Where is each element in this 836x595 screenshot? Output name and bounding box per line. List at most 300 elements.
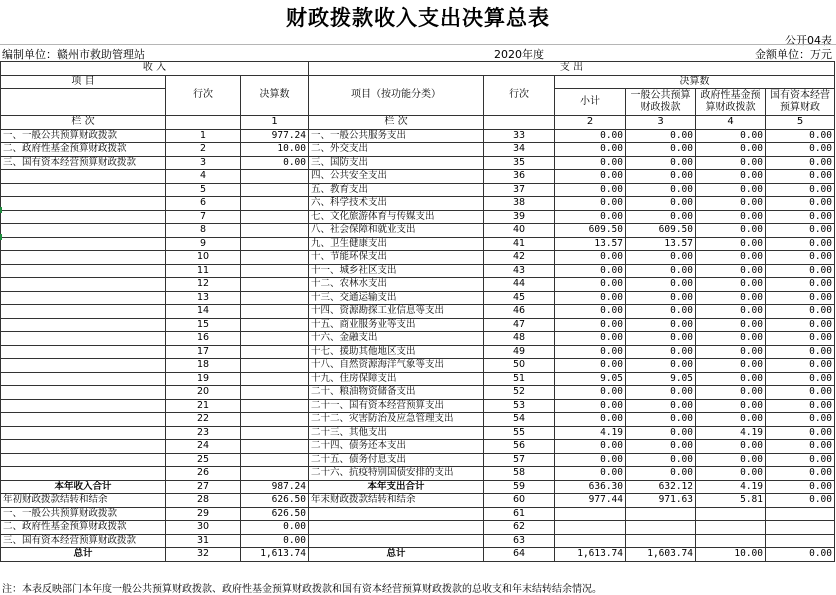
income-amount-cell: 987.24: [241, 480, 309, 494]
general-budget-cell: 632.12: [626, 480, 696, 494]
state-capital-cell: 0.00: [766, 345, 835, 359]
income-amount-cell: [241, 413, 309, 427]
expense-line-no-cell: 46: [484, 305, 555, 319]
general-budget-cell: 0.00: [626, 359, 696, 373]
income-amount-cell: [241, 359, 309, 373]
income-item-cell: [1, 197, 166, 211]
state-capital-cell: 0.00: [766, 264, 835, 278]
gov-fund-cell: 0.00: [696, 413, 766, 427]
income-amount-cell: [241, 386, 309, 400]
income-line-no-cell: 25: [166, 453, 241, 467]
cell-marker: [0, 207, 2, 213]
income-line-no-cell: 5: [166, 183, 241, 197]
expense-line-no-cell: 43: [484, 264, 555, 278]
table-row: [1, 480, 835, 494]
item-header: 项 目: [1, 75, 166, 89]
gov-fund-cell: 0.00: [696, 467, 766, 481]
state-capital-cell: 0.00: [766, 143, 835, 157]
title-divider: [0, 44, 836, 45]
income-line-no-cell: 13: [166, 291, 241, 305]
expense-line-no-cell: 33: [484, 129, 555, 143]
expense-item-cell: 九、卫生健康支出: [309, 237, 484, 251]
col-4: 4: [696, 116, 766, 130]
general-budget-cell: 1,603.74: [626, 548, 696, 562]
income-item-cell: 三、国有资本经营预算财政拨款: [1, 156, 166, 170]
table-row: [1, 332, 835, 346]
general-budget-cell: 0.00: [626, 318, 696, 332]
expense-line-no-cell: 63: [484, 534, 555, 548]
state-capital-cell: 0.00: [766, 170, 835, 184]
expense-item-cell: 本年支出合计: [309, 480, 484, 494]
income-amount-cell: 0.00: [241, 156, 309, 170]
income-line-no-cell: 12: [166, 278, 241, 292]
income-amount-cell: [241, 183, 309, 197]
state-capital-cell: 0.00: [766, 426, 835, 440]
state-capital-cell: 0.00: [766, 386, 835, 400]
expense-item-cell: 二十五、债务付息支出: [309, 453, 484, 467]
expense-line-no-cell: 54: [484, 413, 555, 427]
income-item-cell: 二、政府性基金预算财政拨款: [1, 521, 166, 535]
income-line-no-cell: 11: [166, 264, 241, 278]
gov-fund-cell: [696, 521, 766, 535]
expense-line-no-cell: 59: [484, 480, 555, 494]
subtotal-cell: 0.00: [555, 251, 626, 265]
general-budget-cell: 0.00: [626, 305, 696, 319]
table-row: [1, 548, 835, 562]
income-line-no-cell: 1: [166, 129, 241, 143]
subtotal-cell: [555, 521, 626, 535]
gov-fund-cell: 0.00: [696, 170, 766, 184]
income-amount-cell: [241, 332, 309, 346]
table-row: [1, 426, 835, 440]
table-row: [1, 399, 835, 413]
col-blank: [166, 116, 241, 130]
income-item-cell: 年初财政拨款结转和结余: [1, 494, 166, 508]
income-item-cell: [1, 413, 166, 427]
income-line-no-cell: 6: [166, 197, 241, 211]
expense-item-cell: 二十、粮油物资储备支出: [309, 386, 484, 400]
income-line-no-cell: 4: [166, 170, 241, 184]
income-amount-cell: [241, 264, 309, 278]
subtotal-cell: 0.00: [555, 318, 626, 332]
table-row: [1, 386, 835, 400]
income-item-cell: [1, 386, 166, 400]
general-budget-cell: 0.00: [626, 210, 696, 224]
header-row-2: [1, 75, 835, 89]
expense-line-no-cell: 50: [484, 359, 555, 373]
income-line-no-cell: 7: [166, 210, 241, 224]
state-capital-cell: 0.00: [766, 399, 835, 413]
income-item-cell: 一、一般公共预算财政拨款: [1, 129, 166, 143]
state-capital-cell: 0.00: [766, 467, 835, 481]
income-item-cell: [1, 440, 166, 454]
cell-marker: [0, 234, 2, 240]
state-capital-cell: 0.00: [766, 237, 835, 251]
state-capital-cell: 0.00: [766, 156, 835, 170]
state-capital-cell: 0.00: [766, 359, 835, 373]
expense-line-no-cell: 52: [484, 386, 555, 400]
income-amount-cell: [241, 305, 309, 319]
income-item-cell: [1, 467, 166, 481]
gov-fund-cell: 0.00: [696, 224, 766, 238]
subtotal-cell: 13.57: [555, 237, 626, 251]
income-item-cell: [1, 399, 166, 413]
income-item-cell: [1, 305, 166, 319]
expense-line-no-cell: 39: [484, 210, 555, 224]
expense-item-cell: 七、文化旅游体育与传媒支出: [309, 210, 484, 224]
income-item-cell: [1, 224, 166, 238]
subtotal-cell: [555, 534, 626, 548]
expense-item-cell: 十、节能环保支出: [309, 251, 484, 265]
income-amount-cell: [241, 210, 309, 224]
table-row: [1, 197, 835, 211]
expense-line-no-cell: 38: [484, 197, 555, 211]
general-budget-cell: 0.00: [626, 399, 696, 413]
subtotal-header: 小计: [555, 89, 626, 116]
table-row: [1, 534, 835, 548]
income-line-no-cell: 9: [166, 237, 241, 251]
gov-fund-cell: 0.00: [696, 359, 766, 373]
income-item-cell: [1, 251, 166, 265]
income-line-no-cell: 20: [166, 386, 241, 400]
subtotal-cell: 0.00: [555, 345, 626, 359]
expense-line-no-cell: 34: [484, 143, 555, 157]
general-budget-cell: [626, 507, 696, 521]
income-line-no-cell: 21: [166, 399, 241, 413]
income-amount-cell: [241, 345, 309, 359]
income-amount-cell: 626.50: [241, 507, 309, 521]
table-row: [1, 129, 835, 143]
state-capital-cell: 0.00: [766, 440, 835, 454]
expense-item-cell: 八、社会保障和就业支出: [309, 224, 484, 238]
expense-item-cell: [309, 507, 484, 521]
expense-item-cell: 十八、自然资源海洋气象等支出: [309, 359, 484, 373]
general-budget-cell: 13.57: [626, 237, 696, 251]
subtotal-cell: 0.00: [555, 129, 626, 143]
income-amount-cell: 0.00: [241, 534, 309, 548]
income-amount-cell: [241, 426, 309, 440]
subtotal-cell: 0.00: [555, 278, 626, 292]
col-label: 栏 次: [1, 116, 166, 130]
expense-line-no-cell: 48: [484, 332, 555, 346]
income-amount-cell: 10.00: [241, 143, 309, 157]
income-item-cell: 三、国有资本经营预算财政拨款: [1, 534, 166, 548]
header-row-1: [1, 62, 835, 76]
expense-line-no-cell: 55: [484, 426, 555, 440]
subtotal-cell: 0.00: [555, 440, 626, 454]
income-amount-cell: [241, 318, 309, 332]
income-item-cell: [1, 345, 166, 359]
form-code: 公开04表: [785, 34, 832, 47]
subtotal-cell: 0.00: [555, 291, 626, 305]
expense-line-no-cell: 61: [484, 507, 555, 521]
state-capital-header: 国有资本经营预算财政: [766, 89, 835, 116]
gov-fund-cell: 4.19: [696, 426, 766, 440]
gov-fund-cell: 0.00: [696, 278, 766, 292]
general-budget-cell: 0.00: [626, 156, 696, 170]
table-row: [1, 143, 835, 157]
income-line-no-cell: 2: [166, 143, 241, 157]
income-amount-cell: 626.50: [241, 494, 309, 508]
state-capital-cell: 0.00: [766, 494, 835, 508]
state-capital-cell: 0.00: [766, 548, 835, 562]
gov-fund-cell: 0.00: [696, 183, 766, 197]
expense-item-cell: 二十一、国有资本经营预算支出: [309, 399, 484, 413]
expense-item-cell: 十二、农林水支出: [309, 278, 484, 292]
expense-item-cell: [309, 534, 484, 548]
income-line-no-cell: 22: [166, 413, 241, 427]
subtotal-cell: 0.00: [555, 197, 626, 211]
income-line-no-cell: 8: [166, 224, 241, 238]
expense-item-cell: 六、科学技术支出: [309, 197, 484, 211]
expense-line-no-cell: 60: [484, 494, 555, 508]
income-amount-cell: [241, 197, 309, 211]
budget-table: [0, 61, 835, 562]
subtotal-cell: 0.00: [555, 413, 626, 427]
table-row: [1, 413, 835, 427]
expense-item-cell: 二、外交支出: [309, 143, 484, 157]
general-budget-cell: 0.00: [626, 467, 696, 481]
income-line-no-cell: 15: [166, 318, 241, 332]
general-budget-cell: 0.00: [626, 264, 696, 278]
income-line-no-cell: 32: [166, 548, 241, 562]
gov-fund-cell: 0.00: [696, 453, 766, 467]
gov-fund-cell: [696, 507, 766, 521]
expense-item-cell: 十五、商业服务业等支出: [309, 318, 484, 332]
expense-item-cell: 十一、城乡社区支出: [309, 264, 484, 278]
income-item-cell: 本年收入合计: [1, 480, 166, 494]
income-amount-cell: 0.00: [241, 521, 309, 535]
income-header: 收 入: [1, 62, 309, 76]
income-line-no-cell: 17: [166, 345, 241, 359]
general-budget-cell: 971.63: [626, 494, 696, 508]
income-amount-cell: [241, 467, 309, 481]
subtotal-cell: 0.00: [555, 210, 626, 224]
income-amount-cell: [241, 440, 309, 454]
table-row: [1, 521, 835, 535]
table-row: [1, 183, 835, 197]
expense-item-cell: 十六、金融支出: [309, 332, 484, 346]
subtotal-cell: 0.00: [555, 332, 626, 346]
subtotal-cell: 0.00: [555, 264, 626, 278]
general-budget-header: 一般公共预算财政拨款: [626, 89, 696, 116]
income-item-cell: 一、一般公共预算财政拨款: [1, 507, 166, 521]
income-line-no-cell: 31: [166, 534, 241, 548]
subtotal-cell: 9.05: [555, 372, 626, 386]
gov-fund-cell: 0.00: [696, 345, 766, 359]
gov-fund-cell: 0.00: [696, 332, 766, 346]
item-by-function-header: 项目（按功能分类）: [309, 75, 484, 116]
expense-line-no-cell: 45: [484, 291, 555, 305]
expense-item-cell: 一、一般公共服务支出: [309, 129, 484, 143]
income-item-cell: [1, 372, 166, 386]
item-header-blank: [1, 89, 166, 116]
income-line-no-cell: 14: [166, 305, 241, 319]
state-capital-cell: 0.00: [766, 305, 835, 319]
line-no-header: 行次: [166, 75, 241, 116]
income-amount-cell: [241, 170, 309, 184]
gov-fund-cell: 0.00: [696, 197, 766, 211]
general-budget-cell: 0.00: [626, 453, 696, 467]
money-unit: 金额单位：万元: [755, 48, 832, 61]
general-budget-cell: [626, 534, 696, 548]
expense-item-cell: 十九、住房保障支出: [309, 372, 484, 386]
income-item-cell: [1, 359, 166, 373]
table-row: [1, 345, 835, 359]
income-item-cell: [1, 426, 166, 440]
expense-line-no-cell: 58: [484, 467, 555, 481]
subtotal-cell: 609.50: [555, 224, 626, 238]
final-amount-header: 决算数: [241, 75, 309, 116]
income-line-no-cell: 23: [166, 426, 241, 440]
state-capital-cell: [766, 507, 835, 521]
income-item-cell: [1, 210, 166, 224]
expense-line-no-cell: 56: [484, 440, 555, 454]
state-capital-cell: 0.00: [766, 278, 835, 292]
general-budget-cell: 0.00: [626, 143, 696, 157]
expense-item-cell: 总计: [309, 548, 484, 562]
table-row: [1, 278, 835, 292]
table-row: [1, 251, 835, 265]
general-budget-cell: 0.00: [626, 278, 696, 292]
income-item-cell: [1, 264, 166, 278]
expense-header: 支 出: [309, 62, 835, 76]
general-budget-cell: 0.00: [626, 426, 696, 440]
expense-line-no-cell: 35: [484, 156, 555, 170]
expense-item-cell: 十三、交通运输支出: [309, 291, 484, 305]
state-capital-cell: 0.00: [766, 129, 835, 143]
state-capital-cell: 0.00: [766, 224, 835, 238]
state-capital-cell: 0.00: [766, 318, 835, 332]
table-row: [1, 291, 835, 305]
general-budget-cell: 0.00: [626, 129, 696, 143]
expense-line-no-cell: 64: [484, 548, 555, 562]
col-3: 3: [626, 116, 696, 130]
general-budget-cell: 0.00: [626, 183, 696, 197]
income-item-cell: [1, 318, 166, 332]
expense-line-no-cell: 42: [484, 251, 555, 265]
expense-line-no-cell: 49: [484, 345, 555, 359]
subtotal-cell: 4.19: [555, 426, 626, 440]
income-amount-cell: [241, 399, 309, 413]
col-blank-2: [484, 116, 555, 130]
general-budget-cell: 0.00: [626, 291, 696, 305]
gov-fund-cell: 0.00: [696, 210, 766, 224]
table-row: [1, 494, 835, 508]
table-row: [1, 453, 835, 467]
expense-line-no-cell: 44: [484, 278, 555, 292]
expense-item-cell: 二十二、灾害防治及应急管理支出: [309, 413, 484, 427]
general-budget-cell: 0.00: [626, 440, 696, 454]
gov-fund-cell: 0.00: [696, 386, 766, 400]
gov-fund-cell: 0.00: [696, 264, 766, 278]
state-capital-cell: 0.00: [766, 453, 835, 467]
gov-fund-cell: 0.00: [696, 156, 766, 170]
expense-item-cell: 十四、资源勘探工业信息等支出: [309, 305, 484, 319]
subtotal-cell: 0.00: [555, 386, 626, 400]
income-item-cell: [1, 332, 166, 346]
subtotal-cell: 0.00: [555, 467, 626, 481]
expense-line-no-cell: 51: [484, 372, 555, 386]
state-capital-cell: 0.00: [766, 413, 835, 427]
gov-fund-cell: 0.00: [696, 318, 766, 332]
gov-fund-cell: 5.81: [696, 494, 766, 508]
col-1: 1: [241, 116, 309, 130]
income-amount-cell: [241, 453, 309, 467]
income-line-no-cell: 27: [166, 480, 241, 494]
income-item-cell: [1, 291, 166, 305]
income-amount-cell: [241, 372, 309, 386]
general-budget-cell: 609.50: [626, 224, 696, 238]
gov-fund-cell: [696, 534, 766, 548]
state-capital-cell: 0.00: [766, 480, 835, 494]
table-row: [1, 359, 835, 373]
gov-fund-cell: 0.00: [696, 129, 766, 143]
general-budget-cell: 0.00: [626, 170, 696, 184]
expense-item-cell: 二十六、抗疫特别国债安排的支出: [309, 467, 484, 481]
table-row: [1, 507, 835, 521]
expense-line-no-cell: 41: [484, 237, 555, 251]
income-amount-cell: 1,613.74: [241, 548, 309, 562]
state-capital-cell: 0.00: [766, 183, 835, 197]
expense-item-cell: 二十四、债务还本支出: [309, 440, 484, 454]
subtotal-cell: 0.00: [555, 453, 626, 467]
income-item-cell: [1, 170, 166, 184]
expense-item-cell: 四、公共安全支出: [309, 170, 484, 184]
table-row: [1, 156, 835, 170]
subtotal-cell: 0.00: [555, 156, 626, 170]
gov-fund-cell: 10.00: [696, 548, 766, 562]
col-5: 5: [766, 116, 835, 130]
col-2: 2: [555, 116, 626, 130]
expense-line-no-cell: 47: [484, 318, 555, 332]
subtotal-cell: 1,613.74: [555, 548, 626, 562]
expense-item-cell: [309, 521, 484, 535]
table-row: [1, 440, 835, 454]
table-row: [1, 224, 835, 238]
state-capital-cell: 0.00: [766, 197, 835, 211]
table-row: [1, 237, 835, 251]
col-label-2: 栏 次: [309, 116, 484, 130]
gov-fund-cell: 0.00: [696, 440, 766, 454]
expense-item-cell: 五、教育支出: [309, 183, 484, 197]
income-line-no-cell: 29: [166, 507, 241, 521]
income-item-cell: [1, 237, 166, 251]
subtotal-cell: [555, 507, 626, 521]
column-index-row: [1, 116, 835, 130]
state-capital-cell: 0.00: [766, 291, 835, 305]
table-row: [1, 318, 835, 332]
gov-fund-header: 政府性基金预算财政拨款: [696, 89, 766, 116]
subtotal-cell: 0.00: [555, 399, 626, 413]
income-item-cell: [1, 453, 166, 467]
subtotal-cell: 0.00: [555, 143, 626, 157]
gov-fund-cell: 4.19: [696, 480, 766, 494]
table-row: [1, 264, 835, 278]
footnote: 注：本表反映部门本年度一般公共预算财政拨款、政府性基金预算财政拨款和国有资本经营预算财政拨款的总收支和年末结转结余情况。: [2, 584, 602, 595]
state-capital-cell: [766, 534, 835, 548]
expense-item-cell: 十七、援助其他地区支出: [309, 345, 484, 359]
income-amount-cell: [241, 224, 309, 238]
income-item-cell: 二、政府性基金预算财政拨款: [1, 143, 166, 157]
subtotal-cell: 0.00: [555, 170, 626, 184]
report-title: 财政拨款收入支出决算总表: [286, 5, 550, 30]
income-amount-cell: [241, 278, 309, 292]
general-budget-cell: [626, 521, 696, 535]
income-line-no-cell: 3: [166, 156, 241, 170]
income-amount-cell: [241, 237, 309, 251]
general-budget-cell: 9.05: [626, 372, 696, 386]
